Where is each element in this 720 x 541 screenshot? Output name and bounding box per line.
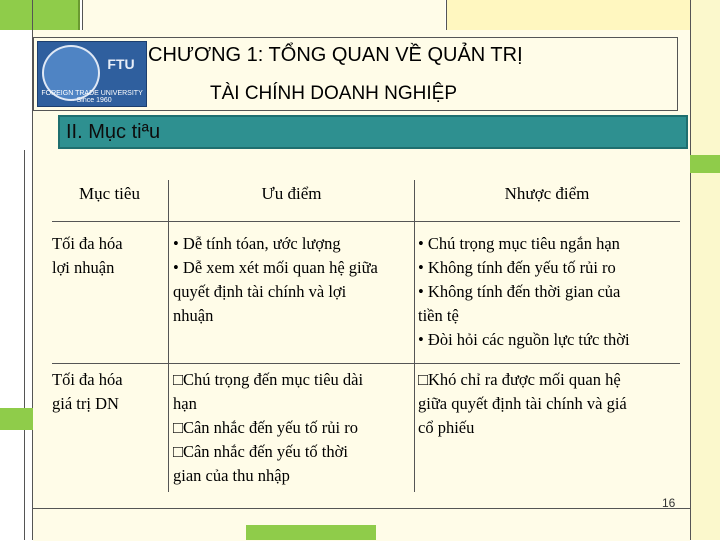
text-line: • Chú trọng mục tiêu ngắn hạn bbox=[418, 234, 620, 253]
table-divider-header bbox=[52, 221, 680, 222]
logo-subtext: FOREIGN TRADE UNIVERSITY · Since 1960 bbox=[41, 90, 143, 104]
table-row-1-pros bbox=[173, 232, 410, 328]
logo-text: FTU bbox=[107, 56, 135, 72]
text-line: nhuận bbox=[173, 306, 214, 325]
table-row-1-goal bbox=[52, 232, 167, 280]
decor-yellow-block-top bbox=[446, 0, 691, 30]
text-line: lợi nhuận bbox=[52, 258, 115, 277]
table-row-1-cons bbox=[418, 232, 676, 352]
text-line: Tối đa hóa bbox=[52, 370, 123, 389]
column-header-pros: Ưu điểm bbox=[261, 184, 322, 203]
text-line: • Dễ xem xét mối quan hệ giữa bbox=[173, 258, 378, 277]
text-line: □Khó chỉ ra được mối quan hệ bbox=[418, 370, 621, 389]
section-label: II. Mục tiªu bbox=[66, 121, 161, 143]
column-header-cons: Nhược điểm bbox=[504, 184, 590, 203]
text-line: • Đòi hỏi các nguồn lực tức thời bbox=[418, 330, 630, 349]
section-header-bar bbox=[58, 115, 688, 149]
table-row-2-pros bbox=[173, 368, 410, 488]
table-divider-col-1 bbox=[168, 180, 169, 492]
decor-green-block-bottom bbox=[246, 525, 376, 540]
decor-green-block-right bbox=[690, 155, 720, 173]
table-row-2-goal bbox=[52, 368, 167, 416]
text-line: cổ phiếu bbox=[418, 418, 475, 437]
column-header-goal: Mục tiêu bbox=[79, 184, 140, 203]
page-number: 16 bbox=[662, 496, 676, 510]
text-line: gian của thu nhập bbox=[173, 466, 290, 485]
university-logo bbox=[37, 41, 147, 107]
page-title-line-1: CHƯƠNG 1: TỔNG QUAN VỀ QUẢN TRỊ bbox=[148, 44, 523, 66]
decor-green-block-left bbox=[0, 408, 33, 430]
text-line: □Chú trọng đến mục tiêu dài bbox=[173, 370, 364, 389]
table-divider-col-2 bbox=[414, 180, 415, 492]
page-title-line-2: TÀI CHÍNH DOANH NGHIỆP bbox=[210, 83, 458, 104]
text-line: giá trị DN bbox=[52, 394, 119, 413]
text-line: □Cân nhắc đến yếu tố thời bbox=[173, 442, 348, 461]
text-line: hạn bbox=[173, 394, 197, 413]
decor-right-column bbox=[690, 0, 720, 540]
text-line: □Cân nhắc đến yếu tố rủi ro bbox=[173, 418, 358, 437]
text-line: • Dễ tính tóan, ước lượng bbox=[173, 234, 341, 253]
text-line: giữa quyết định tài chính và giá bbox=[418, 394, 627, 413]
text-line: Tối đa hóa bbox=[52, 234, 123, 253]
text-line: tiền tệ bbox=[418, 306, 459, 325]
decor-green-block-top bbox=[0, 0, 80, 30]
decor-vertical-line-inner bbox=[24, 150, 25, 540]
table-row-2-cons bbox=[418, 368, 676, 440]
decor-cream-block-top bbox=[82, 0, 445, 30]
text-line: • Không tính đến yếu tố rủi ro bbox=[418, 258, 616, 277]
text-line: • Không tính đến thời gian của bbox=[418, 282, 621, 301]
table-divider-row bbox=[52, 363, 680, 364]
text-line: quyết định tài chính và lợi bbox=[173, 282, 347, 301]
